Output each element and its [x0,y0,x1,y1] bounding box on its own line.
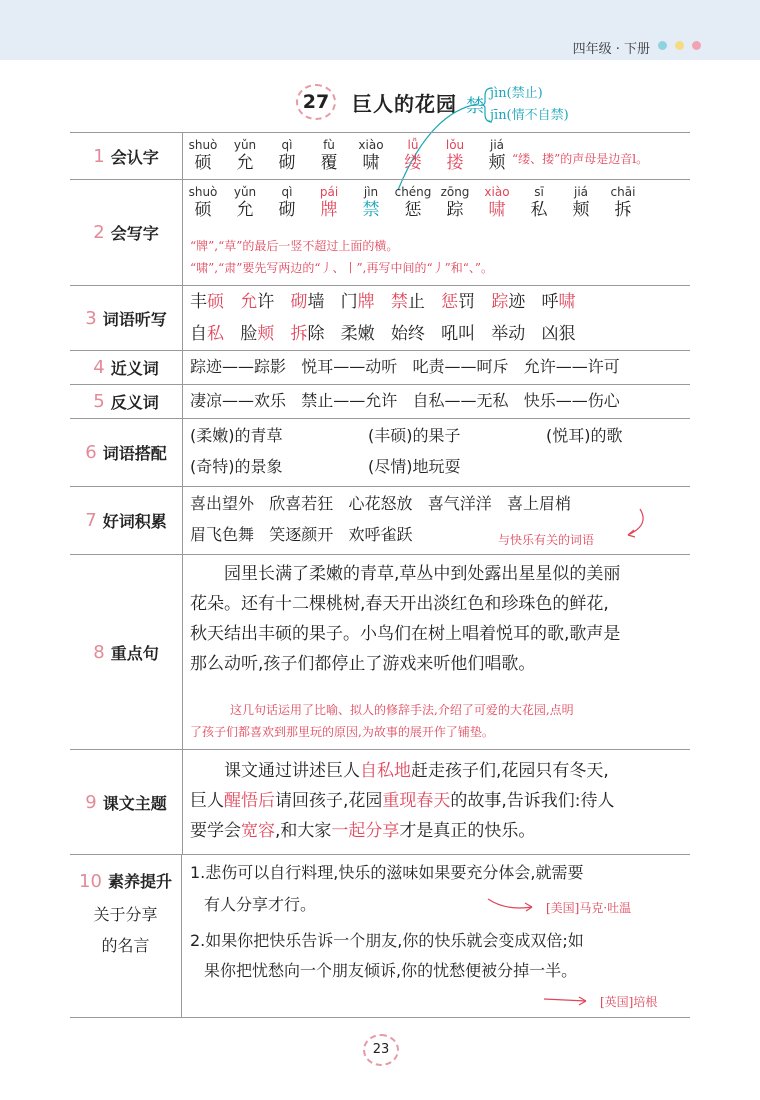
hanzi: 啸 [488,200,506,220]
collocation-item: (悦耳)的歌 [546,426,623,445]
collocation-item: (丰硕)的果子 [368,426,461,445]
quote-1-line-2: 有人分享才行。 [204,895,317,914]
char-cell [602,185,644,221]
note: “缕、搂”的声母是边音l。 [512,152,649,166]
pinyin-char-list [182,138,518,174]
row-number: 1 [93,145,105,167]
highlight-text: 自私地 [360,761,411,781]
row-antonyms [70,385,690,419]
pinyin: yǔn [233,138,257,152]
highlight-text: 重现春天 [382,791,451,811]
hanzi: 砌 [278,200,296,220]
row-label: 课文主题 [102,793,167,813]
note-1: “牌”,“草”的最后一竖不超过上面的横。 [190,239,399,253]
highlight-text: 拆 [290,324,308,344]
text-segment: 止 [407,292,442,312]
highlight-text: 允 [240,292,258,312]
row-number: 8 [93,641,105,663]
annotation-char: 禁 [466,96,484,117]
text-segment: 罚 [458,292,492,312]
collocation-item: (柔嫩)的青草 [190,426,283,445]
pinyin: pái [319,185,339,199]
hanzi: 硕 [194,200,212,220]
hanzi: 啸 [362,153,380,173]
text-segment: 墙 门 [307,292,358,312]
pinyin: zōng [440,185,470,199]
hanzi: 惩 [404,200,422,220]
pinyin: shuò [188,185,218,199]
text-segment: 巨人 [190,791,224,811]
row-label: 词语搭配 [102,444,167,463]
row-number: 9 [85,791,97,813]
text-segment: 赶走孩子们,花园只有冬天, [411,761,609,781]
char-cell [350,185,392,221]
hanzi: 搂 [446,153,464,173]
arrow-icon [542,993,592,1007]
row-synonyms [70,351,690,385]
hanzi: 颊 [572,200,590,220]
text-segment: 许 [257,292,291,312]
text-segment [274,324,290,344]
synonyms-text: 踪迹——踪影 悦耳——动听 叱责——呵斥 允许——许可 [190,357,620,376]
text-segment: 迹 呼 [508,292,559,312]
row-collocations [70,419,690,487]
highlight-text: 牌 [357,292,375,312]
hanzi: 禁 [362,200,380,220]
text-segment [224,292,240,312]
highlight-text: 宽容 [241,821,275,841]
highlight-text: 一起分享 [331,821,400,841]
collocation-item: (奇特)的景象 [190,457,283,476]
key-sentence-note-1: 这几句话运用了比喻、拟人的修辞手法,介绍了可爱的大花园,点明 [230,703,574,717]
char-cell [350,138,392,174]
row-number: 4 [93,357,105,378]
hanzi: 允 [236,153,254,173]
pinyin: qì [281,185,293,199]
pinyin: sī [534,185,544,199]
lesson-title: 巨人的花园 [352,92,457,116]
text-segment: 课文通过讲述巨人 [224,761,360,781]
dictation-line-1 [190,290,576,314]
pinyin: jiá [489,138,505,152]
row-label: 反义词 [110,393,159,412]
row-sublabel-2: 的名言 [101,936,150,955]
quote-2-source: [英国]培根 [600,995,658,1009]
grade-label: 四年级 · 下册 [572,42,650,57]
char-cell [308,185,350,221]
good-words-note: 与快乐有关的词语 [498,533,595,547]
key-sentence-line: 那么动听,孩子们都停止了游戏来听他们唱歌。 [190,654,536,674]
key-sentence-line: 园里长满了柔嫩的青草,草丛中到处露出星星似的美丽 [224,564,621,584]
pinyin-char-list [182,185,644,221]
char-cell [308,138,350,174]
quote-1-source: [美国]马克·吐温 [546,901,632,915]
char-cell [224,138,266,174]
text-segment: 自 [190,324,207,344]
highlight-text: 硕 [207,292,224,312]
hanzi: 允 [236,200,254,220]
lesson-number: 27 [296,84,336,120]
char-cell [182,138,224,174]
theme-line-1 [190,756,690,786]
row-label: 重点句 [110,643,159,663]
char-cell [392,185,434,221]
row-label: 素养提升 [107,872,172,891]
char-cell [392,138,434,174]
row-dictation [70,286,690,351]
row-number: 2 [93,221,105,243]
highlight-text: 私 [207,324,224,344]
row-number: 5 [93,391,105,412]
row-label: 词语听写 [102,309,167,329]
row-label: 近义词 [110,359,159,378]
pinyin: jiá [573,185,589,199]
row-number: 6 [85,442,97,463]
row-key-sentences [70,555,690,750]
dot-pink [692,41,701,50]
pinyin: fù [323,138,335,152]
char-cell [266,138,308,174]
text-segment: 丰 [190,292,207,312]
quote-2-line-2: 果你把忧愁向一个朋友倾诉,你的忧愁便被分掉一半。 [204,961,578,980]
text-segment: 要学会 [190,821,241,841]
text-segment: 的故事,告诉我们:待人 [450,791,615,811]
annotation-note-2: jīn(情不自禁) [490,108,569,123]
hanzi: 踪 [446,200,464,220]
page-number: 23 [363,1034,399,1066]
text-segment: 脸 [224,324,258,344]
text-segment: ,和大家 [275,821,332,841]
hanzi: 硕 [194,153,212,173]
char-cell [266,185,308,221]
row-number: 3 [85,307,97,329]
row-sublabel-1: 关于分享 [93,905,158,924]
text-segment: 才是真正的快乐。 [399,821,536,841]
pinyin: lǒu [445,138,465,152]
char-cell [182,185,224,221]
hanzi: 颊 [488,153,506,173]
hanzi: 私 [530,200,548,220]
char-cell [434,138,476,174]
row-label: 好词积累 [102,512,167,531]
lesson-header [0,82,760,122]
row-write-chars [70,179,690,286]
hanzi: 牌 [320,200,338,220]
key-sentence-line: 花朵。还有十二棵桃树,春天开出淡红色和珍珠色的鲜花, [190,594,609,614]
quote-2-line-1: 2.如果你把快乐告诉一个朋友,你的快乐就会变成双倍;如 [190,931,584,950]
annotation-note-1: jìn(禁止) [490,86,543,101]
pinyin: lǚ [407,138,419,152]
highlight-text: 啸 [558,292,576,312]
text-segment: 除 柔嫩 始终 吼叫 举动 凶狠 [307,324,576,344]
row-recognize-chars [70,132,690,180]
char-cell [434,185,476,221]
theme-line-2 [190,786,690,816]
highlight-text: 颊 [257,324,275,344]
row-label: 会写字 [110,223,159,243]
key-sentence-note-2: 了孩子们都喜欢到那里玩的原因,为故事的展开作了铺垫。 [190,725,494,739]
char-cell [560,185,602,221]
antonyms-text: 凄凉——欢乐 禁止——允许 自私——无私 快乐——伤心 [190,391,620,410]
pinyin: shuò [188,138,218,152]
dot-blue [658,41,667,50]
dictation-line-2 [190,322,576,346]
highlight-text: 踪 [491,292,509,312]
study-table [70,132,690,1017]
row-good-words [70,487,690,555]
text-segment [375,292,391,312]
collocation-item: (尽情)地玩耍 [368,457,461,476]
text-segment: 请回孩子,花园 [275,791,383,811]
key-sentence-line: 秋天结出丰硕的果子。小鸟们在树上唱着悦耳的歌,歌声是 [190,624,621,644]
curved-arrow-icon [622,507,652,541]
quote-1-line-1: 1.悲伤可以自行料理,快乐的滋味如果要充分体会,就需要 [190,863,584,882]
pinyin: chéng [394,185,432,199]
highlight-text: 惩 [441,292,459,312]
highlight-text: 醒悟后 [224,791,275,811]
row-number: 10 [79,871,102,892]
pinyin: jìn [363,185,379,199]
char-cell [476,185,518,221]
row-theme [70,750,690,855]
char-cell [224,185,266,221]
pinyin: yǔn [233,185,257,199]
dot-yellow [675,41,684,50]
arrow-icon [486,895,538,915]
theme-line-3 [190,816,690,846]
hanzi: 砌 [278,153,296,173]
pinyin: xiào [484,185,510,199]
highlight-text: 禁 [390,292,408,312]
pinyin: qì [281,138,293,152]
char-cell [518,185,560,221]
hanzi: 缕 [404,153,422,173]
row-quotes [70,855,690,1018]
pinyin: chāi [610,185,636,199]
pinyin: xiào [358,138,384,152]
row-number: 7 [85,510,97,531]
note-2: “啸”,“肃”要先写两边的“丿、丨”,再写中间的“丿”和“、”。 [190,261,493,275]
hanzi: 覆 [320,153,338,173]
highlight-text: 砌 [290,292,308,312]
hanzi: 拆 [614,200,632,220]
good-words-line-2: 眉飞色舞 笑逐颜开 欢呼雀跃 [190,525,413,544]
row-label: 会认字 [110,147,159,167]
good-words-line-1: 喜出望外 欣喜若狂 心花怒放 喜气洋洋 喜上眉梢 [190,494,572,513]
